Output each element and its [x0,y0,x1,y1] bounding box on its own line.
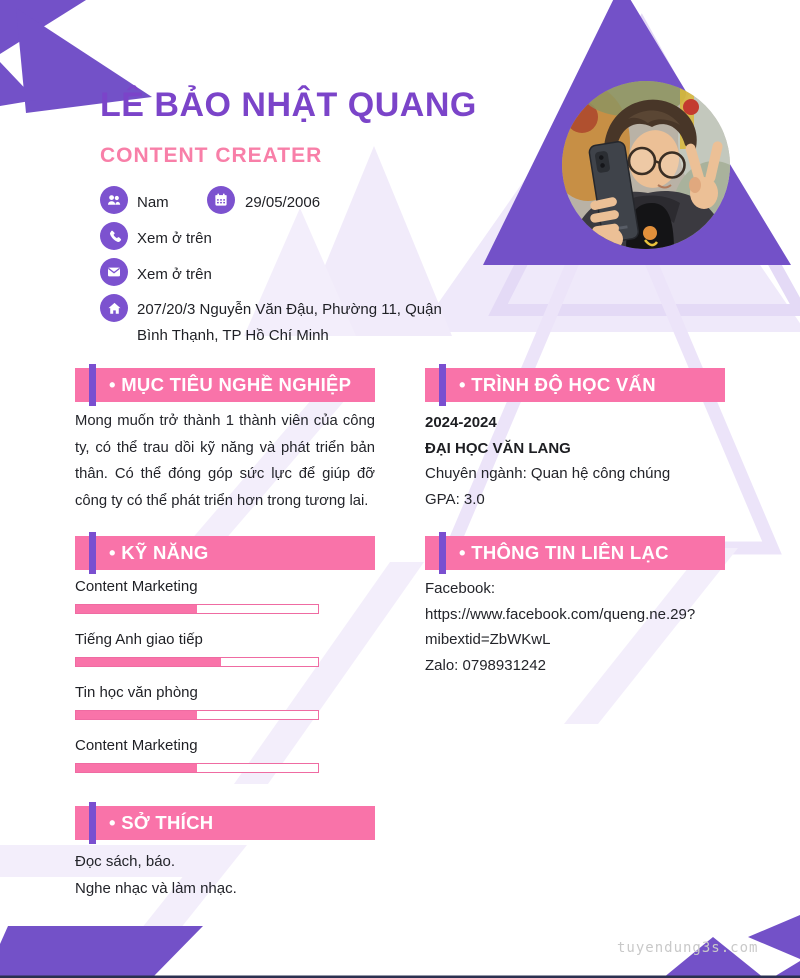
bottomleft-shape [0,926,203,978]
gender-value: Nam [137,194,169,211]
section-title: • MỤC TIÊU NGHỀ NGHIỆP [109,374,352,395]
education-major: Chuyên ngành: Quan hệ công chúng [425,465,671,482]
hobby-line: Đọc sách, báo. [75,853,176,870]
corner-wedge [772,961,800,978]
section-title: • TRÌNH ĐỘ HỌC VẤN [459,374,656,395]
education-gpa: GPA: 3.0 [425,490,485,508]
page-title: LÊ BẢO NHẬT QUANG [100,86,477,124]
accent-stripe [439,364,446,406]
section-header-education [425,368,725,402]
skill-bar [75,657,319,667]
skill-bar-fill [76,605,197,613]
skill-bar-fill [76,711,197,719]
section-title: • KỸ NĂNG [109,542,209,563]
zalo-number: Zalo: 0798931242 [425,656,546,674]
skill-label: Tin học văn phòng [75,684,198,701]
skill-label: Content Marketing [75,578,198,595]
skill-bar [75,604,319,614]
skill-item [75,631,375,667]
section-header-skills [75,536,375,570]
section-header-objective [75,368,375,402]
skill-item [75,737,375,773]
accent-stripe [89,532,96,574]
users-icon [100,186,128,214]
education-block [425,410,725,512]
skill-bar-fill [76,658,221,666]
mail-icon [100,258,128,286]
skill-item [75,684,375,720]
phone-icon [100,222,128,250]
job-title: CONTENT CREATER [100,144,323,167]
skill-bar [75,763,319,773]
contact-info-line: Facebook: [425,580,496,597]
section-title: • THÔNG TIN LIÊN LẠC [459,542,669,563]
skill-bar-fill [76,764,197,772]
hobby-line: Nghe nhạc và làm nhạc. [75,880,237,897]
profile-photo [562,81,730,249]
email-value: Xem ở trên [137,266,212,283]
watermark: tuyendung3s.com [617,940,759,956]
section-title: • SỞ THÍCH [109,812,214,833]
profile-photo-illustration [562,81,730,249]
contact-info-block [425,576,725,678]
phone-value: Xem ở trên [137,230,212,247]
skill-item [75,578,375,614]
dob-value: 29/05/2006 [245,194,321,211]
skill-label: Tiếng Anh giao tiếp [75,631,203,648]
calendar-icon [207,186,235,214]
skills-list [75,578,375,790]
accent-stripe [89,364,96,406]
section-header-contact-info [425,536,725,570]
accent-stripe [439,532,446,574]
section-header-hobbies [75,806,375,840]
facebook-link-text-2: mibextid=ZbWKwL [425,631,551,648]
hobbies-block [75,848,415,902]
education-period: 2024-2024 [425,414,497,431]
skill-label: Content Marketing [75,737,198,754]
facebook-link-text: https://www.facebook.com/queng.ne.29? [425,605,696,623]
home-icon [100,294,128,322]
skill-bar [75,710,319,720]
objective-text: Mong muốn trở thành 1 thành viên của công ty, có thể trau dồi kỹ năng và phát triển bản thân. Có thể đóng góp sức lực để giúp đỡ công ty có thể phát triển hơn trong tương lai. [75,413,375,509]
address-value: 207/20/3 Nguyễn Văn Đậu, Phường 11, Quận Bình Thạnh, TP Hồ Chí Minh [137,301,442,344]
accent-stripe [89,802,96,844]
education-school: ĐẠI HỌC VĂN LANG [425,439,571,457]
